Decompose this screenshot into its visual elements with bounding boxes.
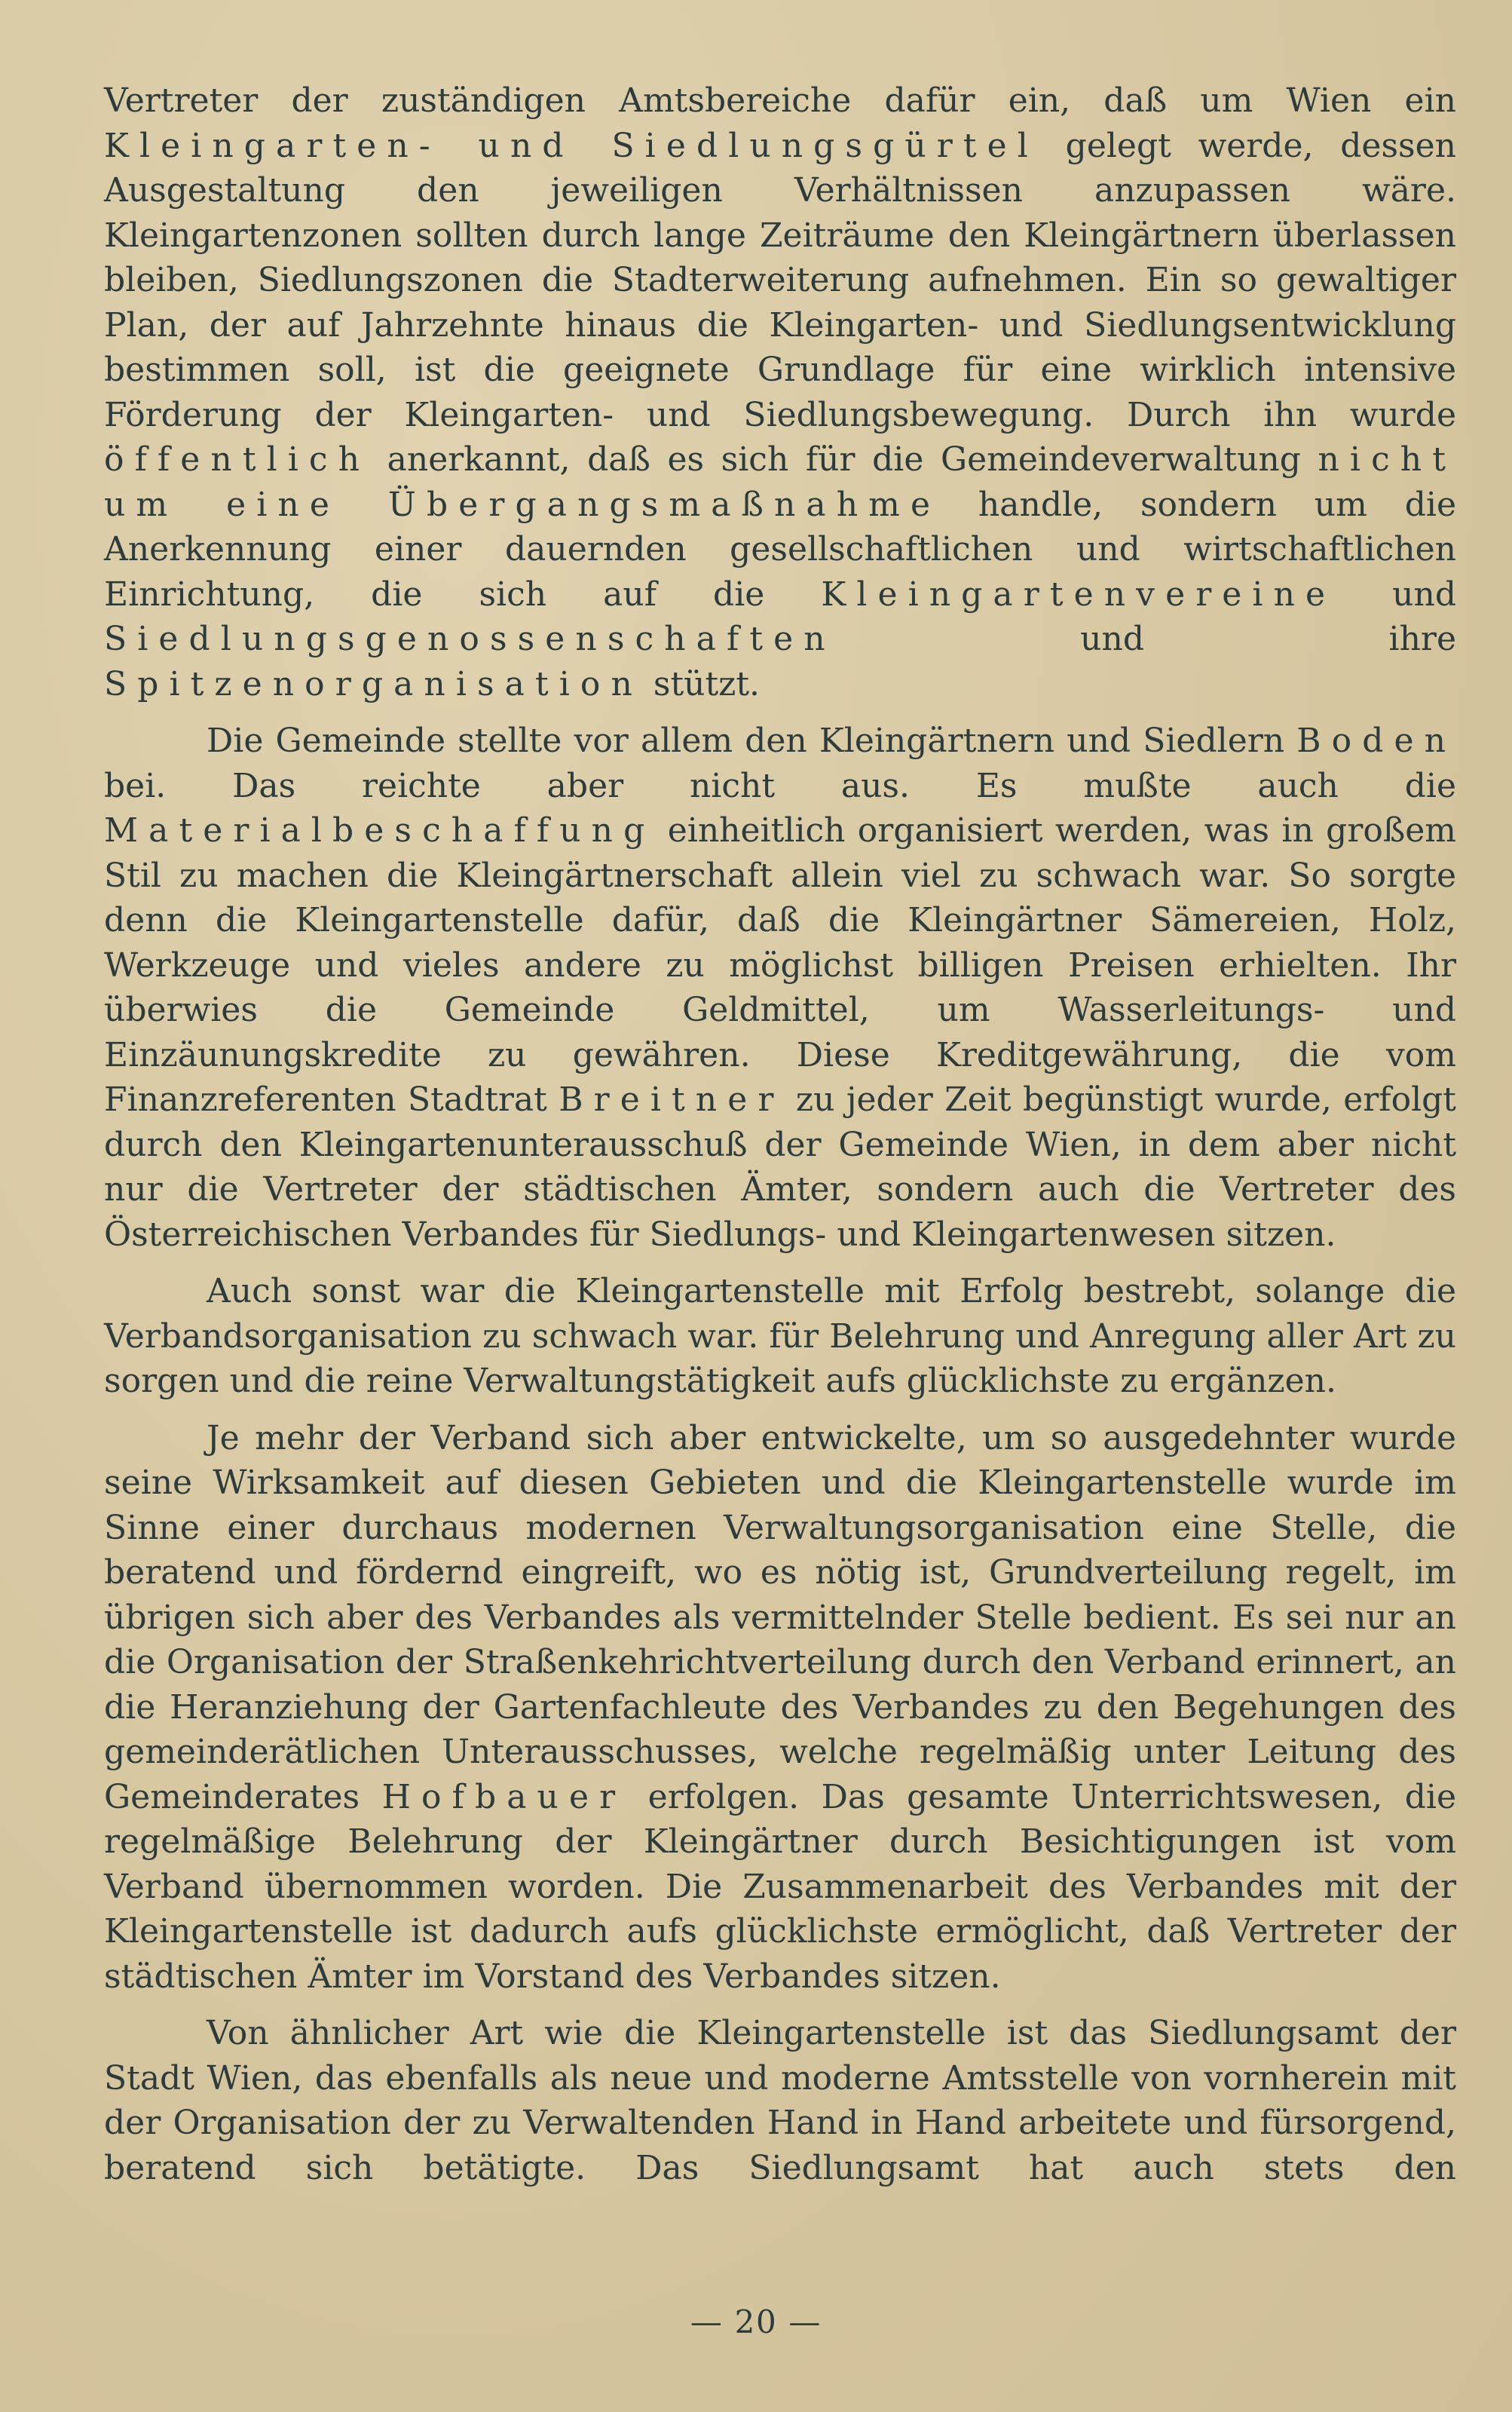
text-run: und xyxy=(1336,575,1457,614)
paragraph xyxy=(104,1269,1456,1404)
text-run: und ihre xyxy=(835,620,1456,658)
spaced-emphasis: öffentlich xyxy=(104,440,371,479)
text-run: stützt. xyxy=(642,664,760,703)
text-run: einheitlich organisiert werden, was in großem Stil zu machen die Kleingärtnerschaft allein viel zu schwach war. So sorgte denn die Kleingartenstelle dafür, daß die Kleingärtner Sämereien, Holz, Werkzeuge und vieles andere zu möglichst billigen Preisen erhielten. Ihr überwies die Gemeinde Geldmittel, um Wasserleitungs- und Einzäunungskredite zu gewähren. Diese Kreditgewährung, die vom Finanzreferenten Stadtrat xyxy=(104,811,1456,1119)
spaced-emphasis: nicht um eine Übergangsmaßnahme xyxy=(104,440,1456,524)
spaced-emphasis: Kleingartenvereine xyxy=(821,575,1336,614)
text-run: gelegt werde, dessen Ausgestaltung den jeweiligen Verhältnissen anzupassen wäre. Kleingartenzonen sollten durch lange Zeiträume den Kleingärtnern überlassen bleiben, Siedlungszonen die Stadterweiterung aufnehmen. Ein so gewaltiger Plan, der auf Jahrzehnte hinaus die Kleingarten- und Siedlungsentwicklung bestimmen soll, ist die geeignete Grundlage für eine wirklich intensive Förderung der Kleingarten- und Siedlungsbewegung. Durch ihn wurde xyxy=(104,126,1456,434)
spaced-emphasis: Kleingarten- und Siedlungsgürtel xyxy=(104,126,1039,165)
text-run: erfolgen. Das gesamte Unterrichtswesen, die regelmäßige Belehrung der Kleingärtner durch Besichtigungen ist vom Verband übernommen worden. Die Zusammenarbeit des Verbandes mit der Kleingartenstelle ist dadurch aufs glücklichste ermöglicht, daß Vertreter der städtischen Ämter im Vorstand des Verbandes sitzen. xyxy=(104,1777,1457,1996)
text-run: Von ähnlicher Art wie die Kleingartenstelle ist das Siedlungsamt der Stadt Wien, das ebenfalls als neue und moderne Amtsstelle von vornherein mit der Organisation der zu Verwaltenden Hand in Hand arbeitete und fürsorgend, beratend sich betätigte. Das Siedlungsamt hat auch stets den xyxy=(104,2014,1456,2187)
spaced-emphasis: Siedlungsgenossenschaften xyxy=(104,620,836,658)
spaced-emphasis: Boden xyxy=(1296,722,1456,760)
spaced-emphasis: Hofbauer xyxy=(381,1777,626,1816)
paragraph xyxy=(104,1416,1456,2000)
body-text xyxy=(104,78,1456,2190)
paragraph xyxy=(104,719,1456,1257)
text-run: anerkannt, daß es sich für die Gemeindeverwaltung xyxy=(370,440,1318,479)
spaced-emphasis: Materialbeschaffung xyxy=(104,811,656,850)
text-run: Vertreter der zuständigen Amtsbereiche dafür ein, daß um Wien ein xyxy=(104,81,1456,120)
page-number: — 20 — xyxy=(690,2303,822,2340)
text-run: bei. Das reichte aber nicht aus. Es mußte auch die xyxy=(104,766,1456,805)
text-run: Auch sonst war die Kleingartenstelle mit Erfolg bestrebt, solange die Verbandsorganisation zu schwach war. für Belehrung und Anregung aller Art zu sorgen und die reine Verwaltungstätigkeit aufs glücklichste zu ergänzen. xyxy=(104,1272,1456,1400)
text-run: handle, sondern um die Anerkennung einer dauernden gesellschaftlichen und wirtschaftlichen Einrichtung, die sich auf die xyxy=(104,485,1456,614)
text-run: Die Gemeinde stellte vor allem den Kleingärtnern und Siedlern xyxy=(207,722,1297,760)
paragraph xyxy=(104,2011,1456,2190)
spaced-emphasis: Breitner xyxy=(559,1080,785,1119)
text-run: zu jeder Zeit begünstigt wurde, erfolgt durch den Kleingartenunterausschuß der Gemeinde Wien, in dem aber nicht nur die Vertreter der städtischen Ämter, sondern auch die Vertreter des Österreichischen Verbandes für Siedlungs- und Kleingartenwesen sitzen. xyxy=(104,1080,1456,1254)
paragraph xyxy=(104,78,1456,706)
text-run: Je mehr der Verband sich aber entwickelte, um so ausgedehnter wurde seine Wirksamkeit auf diesen Gebieten und die Kleingartenstelle wurde im Sinne einer durchaus modernen Verwaltungsorganisation eine Stelle, die beratend und fördernd eingreift, wo es nötig ist, Grundverteilung regelt, im übrigen sich aber des Verbandes als vermittelnder Stelle bedient. Es sei nur an die Organisation der Straßenkehrichtverteilung durch den Verband erinnert, an die Heranziehung der Gartenfachleute des Verbandes zu den Begehungen des gemeinderätlichen Unterausschusses, welche regelmäßig unter Leitung des Gemeinderates xyxy=(104,1418,1456,1816)
spaced-emphasis: Spitzenorganisation xyxy=(104,664,643,703)
